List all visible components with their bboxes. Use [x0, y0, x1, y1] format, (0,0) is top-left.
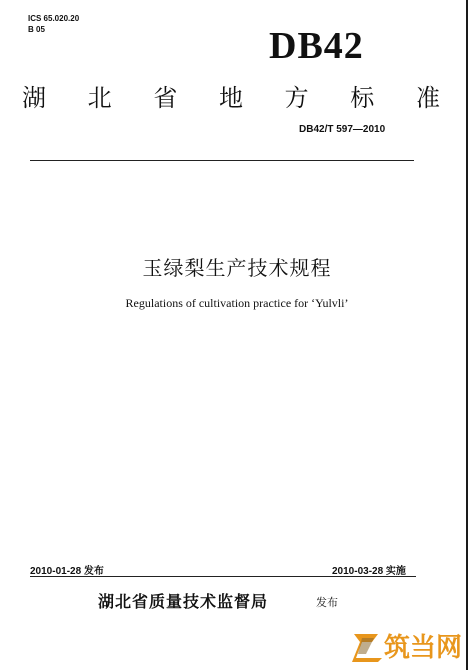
standard-code: DB42 — [269, 25, 364, 67]
issue-date: 2010-01-28 发布 — [30, 566, 104, 577]
header-divider — [30, 160, 414, 161]
ics-code: ICS 65.020.20 — [28, 14, 80, 23]
province-title-char: 标 — [350, 84, 375, 112]
footer-divider — [30, 576, 416, 577]
province-title-char: 地 — [218, 84, 243, 112]
ccs-code: B 05 — [28, 25, 45, 34]
watermark-text: 筑当网 — [384, 633, 463, 663]
publisher-suffix: 发布 — [316, 596, 338, 609]
province-title-char: 方 — [284, 84, 309, 112]
province-title-char: 北 — [87, 84, 112, 112]
standard-number: DB42/T 597—2010 — [299, 124, 386, 135]
province-title-char: 准 — [415, 84, 440, 112]
province-title-char: 省 — [153, 84, 178, 112]
publisher-name: 湖北省质量技术监督局 — [98, 592, 269, 611]
document-title-cn: 玉绿梨生产技术规程 — [142, 256, 332, 280]
watermark-logo — [352, 628, 468, 664]
document-title-en: Regulations of cultivation practice for ‘Yulvli’ — [125, 296, 349, 310]
page-frame-edge — [466, 0, 468, 670]
province-title-char: 湖 — [22, 84, 46, 112]
implementation-date: 2010-03-28 实施 — [332, 566, 406, 577]
province-standard-title — [22, 84, 440, 112]
